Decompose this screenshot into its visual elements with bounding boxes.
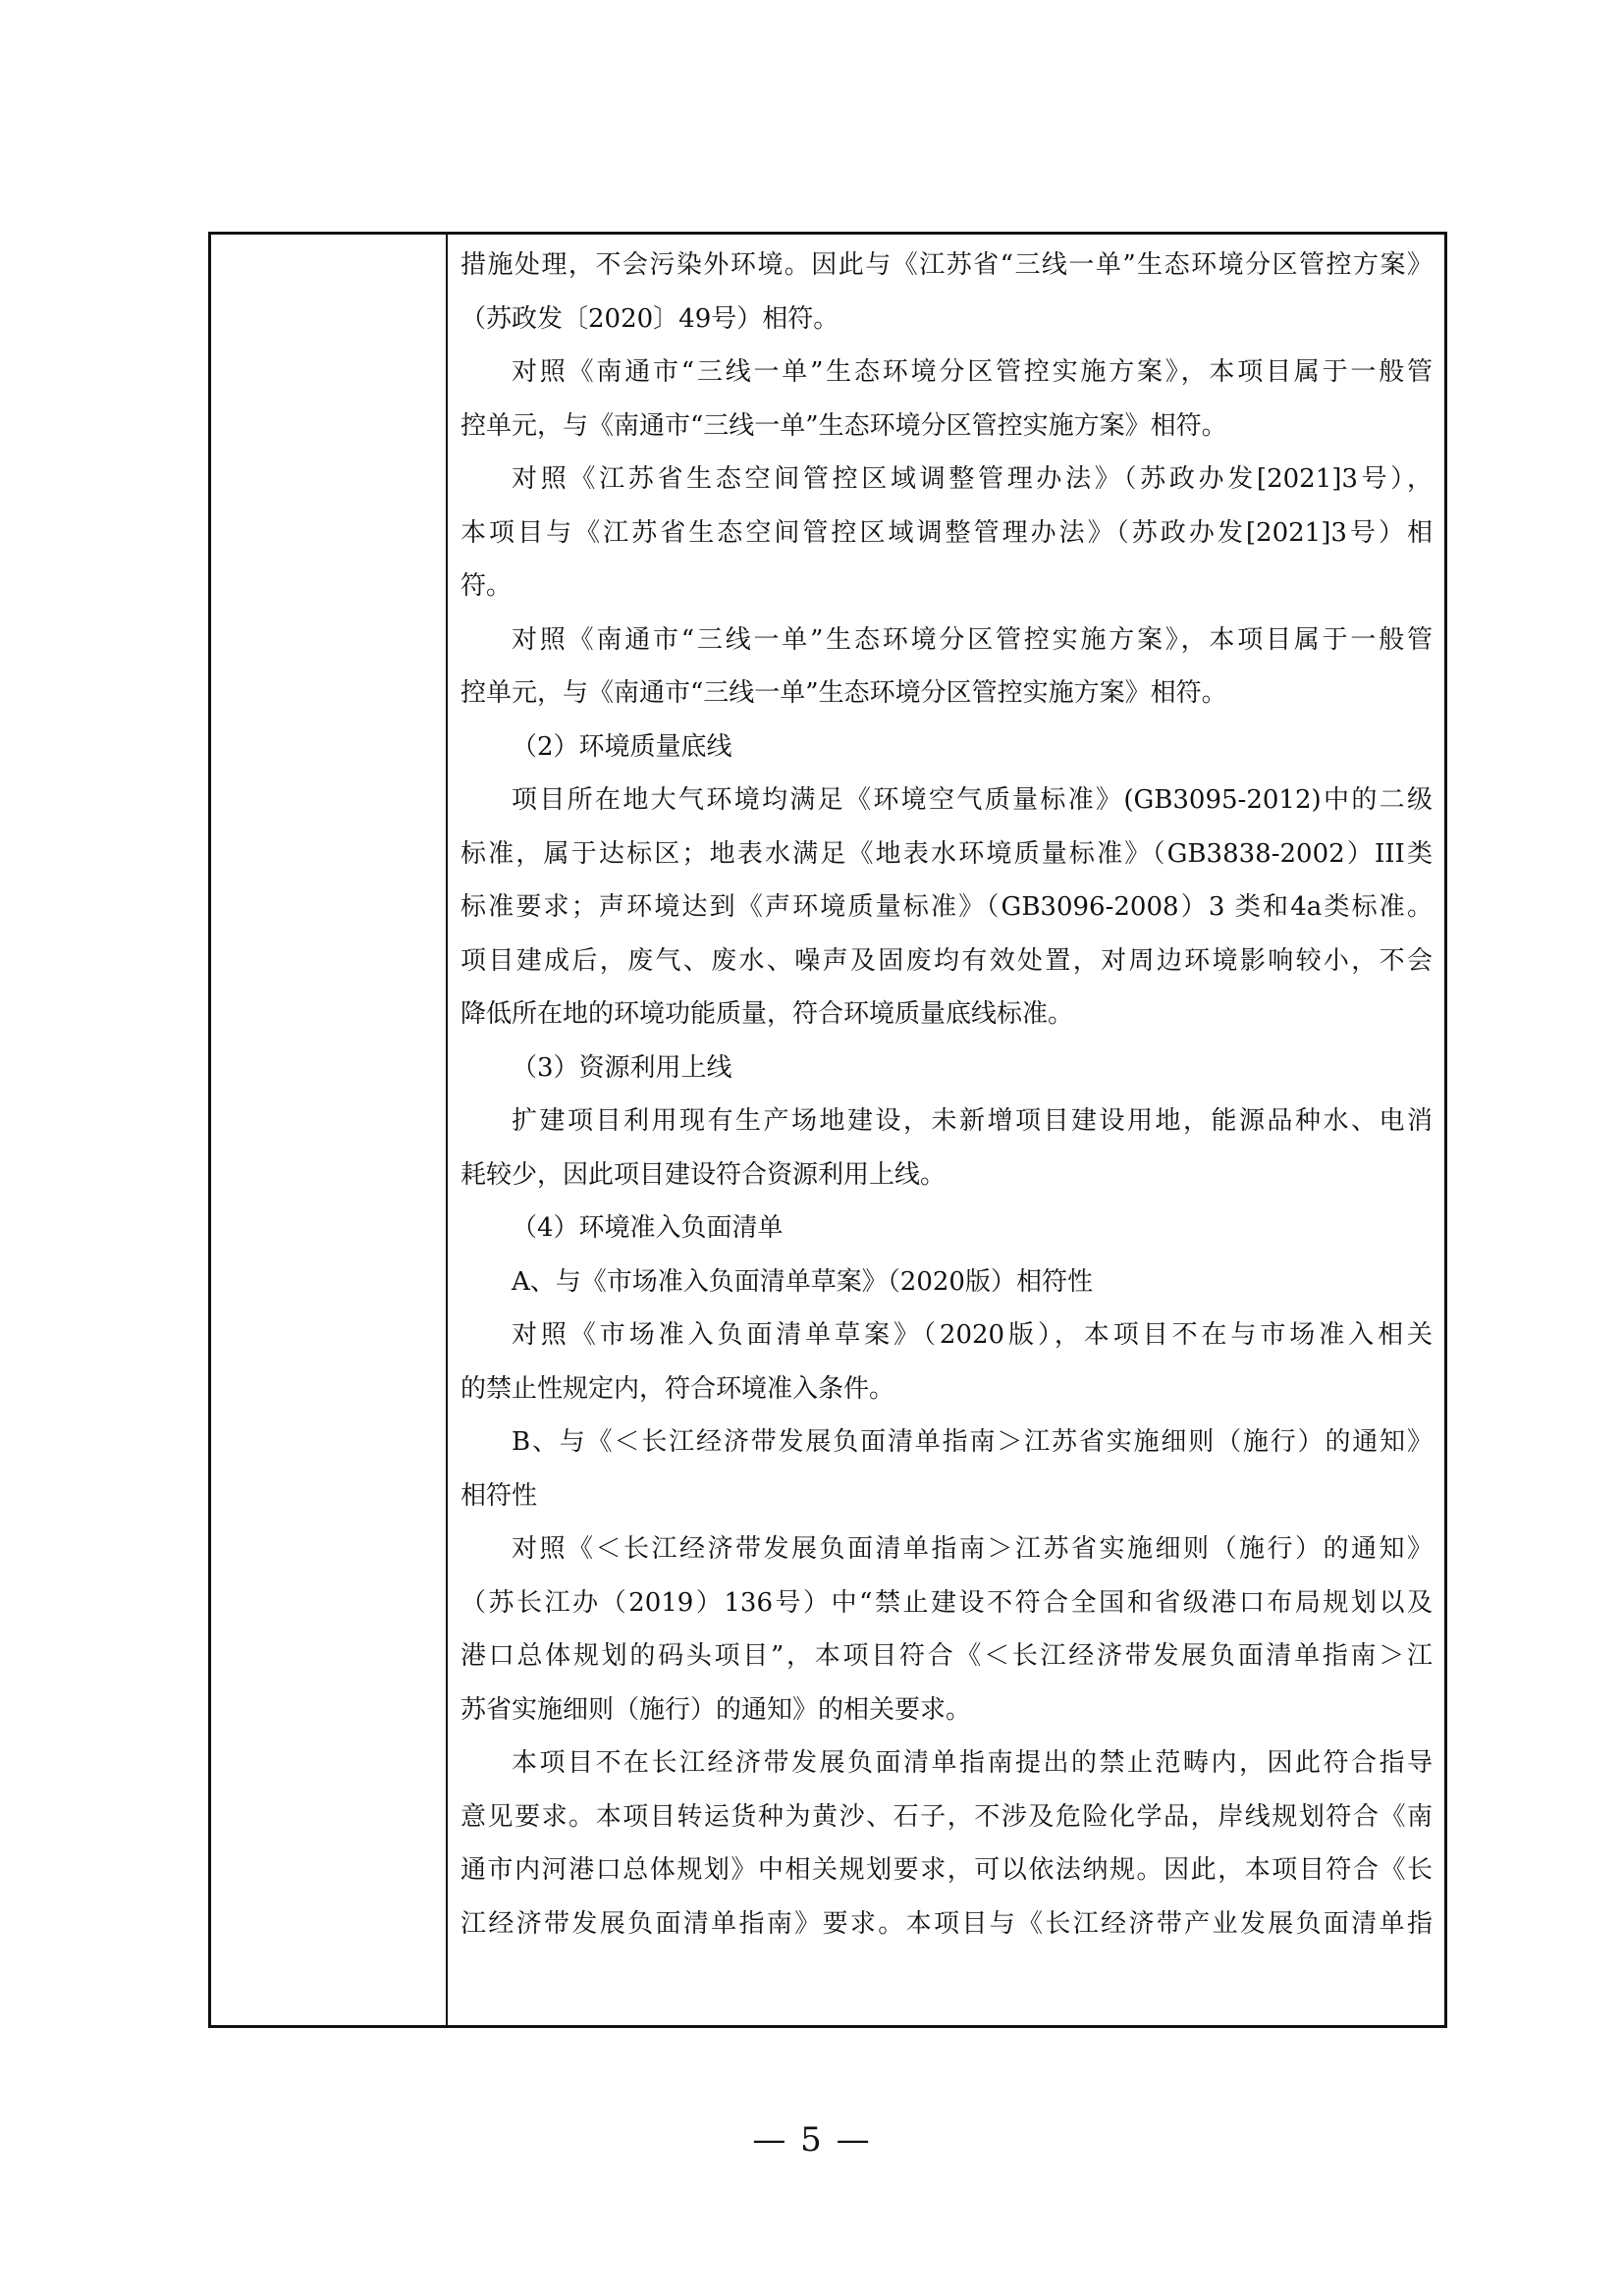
paragraph-line: 意见要求。本项目转运货种为黄沙、石子，不涉及危险化学品，岸线规划符合《南 <box>460 1801 1433 1832</box>
paragraph-line: （苏政发〔2020〕49号）相符。 <box>460 303 839 334</box>
paragraph-line: 相符性 <box>460 1480 538 1511</box>
paragraph-line: 对照《市场准入负面清单草案》（2020版），本项目不在与市场准入相关 <box>512 1320 1433 1350</box>
paragraph-line: 标准要求；声环境达到《声环境质量标准》（GB3096-2008）3 类和4a类标准。 <box>460 892 1433 922</box>
paragraph-line: A、与《市场准入负面清单草案》（2020版）相符性 <box>512 1266 1093 1297</box>
paragraph-line: 符。 <box>460 571 513 601</box>
paragraph-line: 耗较少，因此项目建设符合资源利用上线。 <box>460 1159 947 1190</box>
paragraph-line: （3）资源利用上线 <box>512 1052 732 1083</box>
paragraph-line: 标准，属于达标区；地表水满足《地表水环境质量标准》（GB3838-2002）III类 <box>460 838 1433 869</box>
paragraph-line: 对照《南通市“三线一单”生态环境分区管控实施方案》，本项目属于一般管 <box>512 624 1433 655</box>
paragraph-line: 本项目不在长江经济带发展负面清单指南提出的禁止范畴内，因此符合指导 <box>512 1748 1433 1778</box>
paragraph-line: 本项目与《江苏省生态空间管控区域调整管理办法》（苏政办发[2021]3号）相 <box>460 517 1433 548</box>
paragraph-line: 降低所在地的环境功能质量，符合环境质量底线标准。 <box>460 999 1074 1029</box>
paragraph-line: （苏长江办（2019）136号）中“禁止建设不符合全国和省级港口布局规划以及 <box>460 1587 1433 1618</box>
paragraph-line: 措施处理，不会污染外环境。因此与《江苏省“三线一单”生态环境分区管控方案》 <box>460 250 1433 280</box>
table-left-column <box>211 235 448 2025</box>
paragraph-line: 扩建项目利用现有生产场地建设，未新增项目建设用地，能源品种水、电消 <box>512 1106 1433 1136</box>
paragraph-line: （2）环境质量底线 <box>512 731 732 762</box>
paragraph-line: （4）环境准入负面清单 <box>512 1213 784 1243</box>
document-table <box>208 232 1447 2028</box>
paragraph-line: 对照《南通市“三线一单”生态环境分区管控实施方案》，本项目属于一般管 <box>512 357 1433 387</box>
paragraph-line: 苏省实施细则（施行）的通知》的相关要求。 <box>460 1694 972 1725</box>
paragraph-line: 项目建成后，废气、废水、噪声及固废均有效处置，对周边环境影响较小，不会 <box>460 945 1433 976</box>
page-number: — 5 — <box>752 2120 872 2160</box>
paragraph-line: 对照《＜长江经济带发展负面清单指南＞江苏省实施细则（施行）的通知》 <box>512 1534 1433 1564</box>
paragraph-line: 通市内河港口总体规划》中相关规划要求，可以依法纳规。因此，本项目符合《长 <box>460 1855 1433 1885</box>
paragraph-line: 控单元，与《南通市“三线一单”生态环境分区管控实施方案》相符。 <box>460 678 1227 708</box>
table-content-cell <box>451 235 1446 2025</box>
paragraph-line: 江经济带发展负面清单指南》要求。本项目与《长江经济带产业发展负面清单指 <box>460 1908 1433 1939</box>
paragraph-line: B、与《＜长江经济带发展负面清单指南＞江苏省实施细则（施行）的通知》 <box>512 1427 1433 1457</box>
paragraph-line: 项目所在地大气环境均满足《环境空气质量标准》(GB3095-2012)中的二级 <box>512 785 1433 815</box>
paragraph-line: 对照《江苏省生态空间管控区域调整管理办法》（苏政办发[2021]3号）， <box>512 464 1433 494</box>
paragraph-line: 的禁止性规定内，符合环境准入条件。 <box>460 1373 895 1404</box>
paragraph-line: 港口总体规划的码头项目”，本项目符合《＜长江经济带发展负面清单指南＞江 <box>460 1641 1433 1671</box>
paragraph-line: 控单元，与《南通市“三线一单”生态环境分区管控实施方案》相符。 <box>460 410 1227 441</box>
